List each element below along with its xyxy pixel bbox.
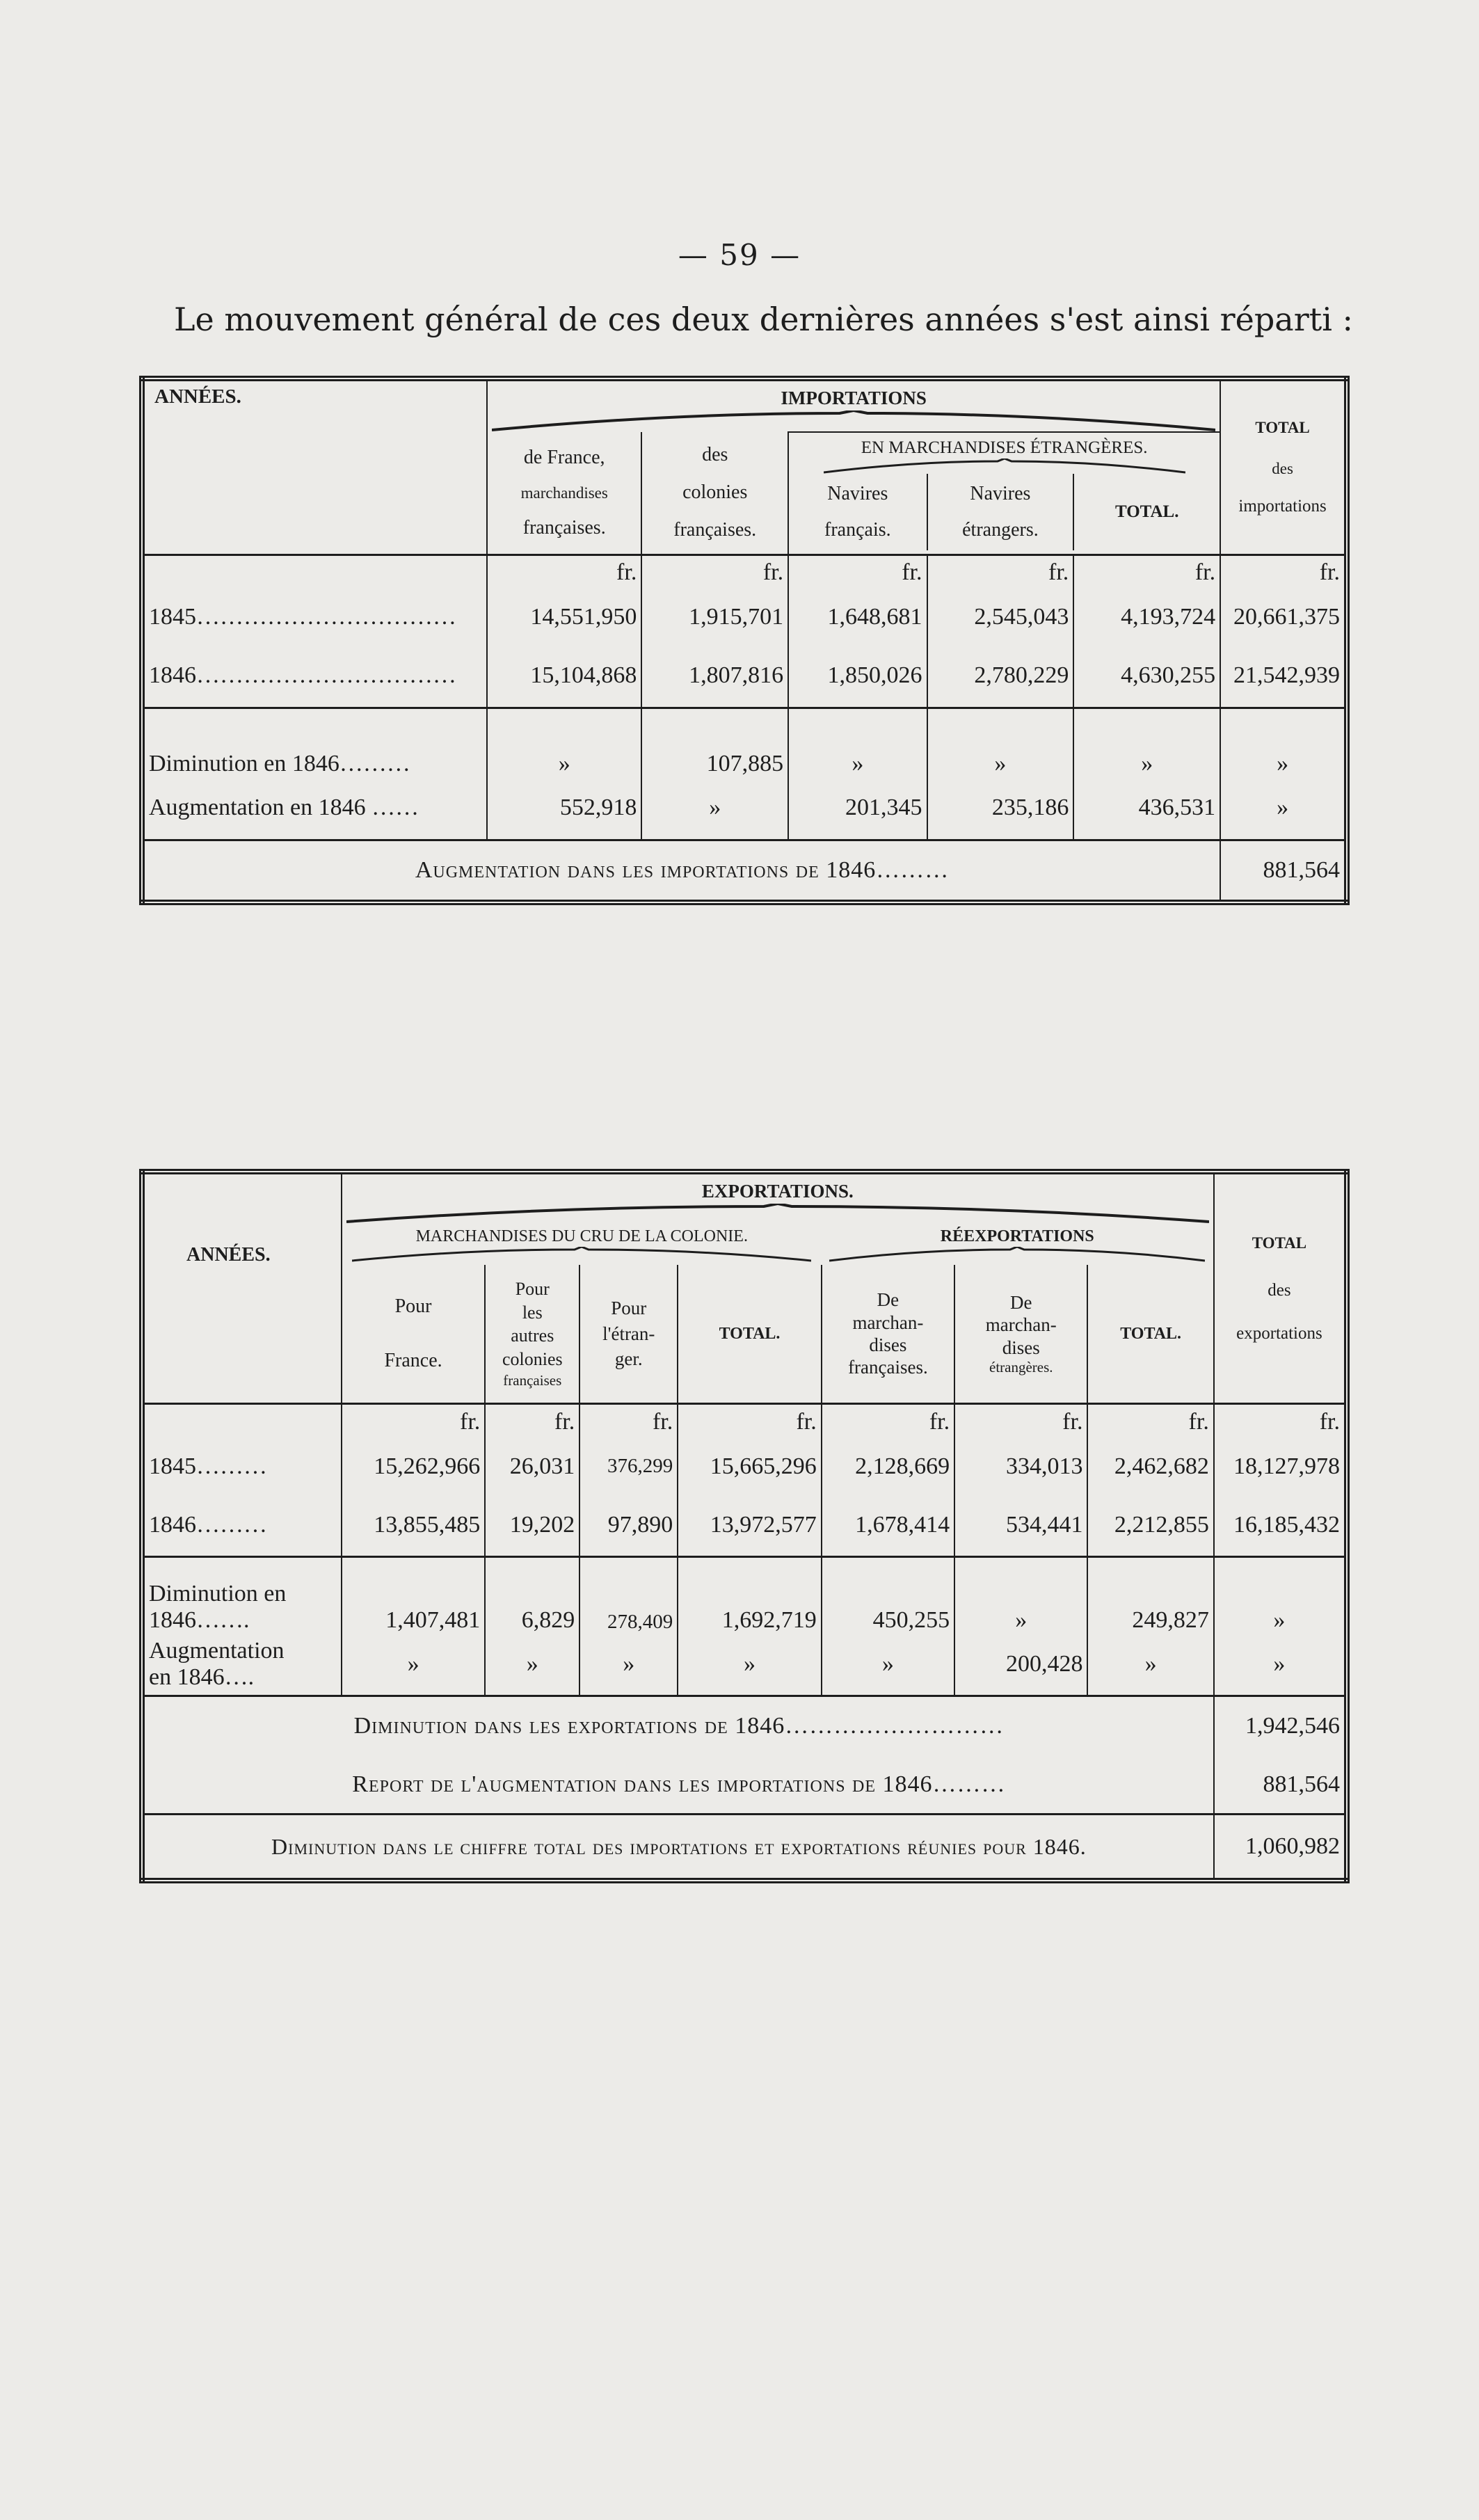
row-label: 1846…………………………… (142, 645, 487, 708)
cell: 26,031 (485, 1439, 579, 1494)
exports-col-etranger-0: Pour (611, 1298, 647, 1319)
cell: 6,829 (485, 1557, 579, 1634)
summary-value: 1,060,982 (1214, 1815, 1347, 1881)
imports-grand-total-2: importations (1238, 496, 1327, 516)
unit-label: fr. (641, 555, 788, 589)
row-label: 1845……… (142, 1439, 342, 1494)
summary-label: Augmentation dans les importations de 1846……… (142, 840, 1220, 902)
brace-icon (829, 1247, 1205, 1262)
cell: » (1220, 708, 1347, 777)
imports-col-colonies-1: colonies (682, 481, 748, 504)
cell: 15,665,296 (678, 1439, 821, 1494)
intro-sentence: Le mouvement général de ces deux dernières années s'est ainsi réparti : (174, 301, 1354, 338)
cell: 1,407,481 (342, 1557, 485, 1634)
exports-col-autres-4: françaises (503, 1371, 562, 1389)
exports-group-colonie: MARCHANDISES DU CRU DE LA COLONIE. (415, 1227, 748, 1245)
imports-col-nav-fr-1: français. (824, 519, 891, 541)
imports-col-nav-etr-0: Navires (970, 483, 1031, 505)
summary-label: Diminution dans les exportations de 1846……………………… (142, 1696, 1214, 1755)
summary-value: 881,564 (1220, 840, 1347, 902)
imports-col-france-2: françaises. (522, 516, 606, 539)
cell: 2,545,043 (927, 589, 1074, 645)
cell: 16,185,432 (1214, 1494, 1347, 1557)
row-label: 1845…………………………… (142, 589, 487, 645)
unit-label: fr. (927, 555, 1074, 589)
summary-value: 881,564 (1214, 1755, 1347, 1815)
exports-col-march-etr-2: dises (1002, 1337, 1040, 1358)
cell: 1,648,681 (788, 589, 927, 645)
imports-table (139, 376, 1350, 905)
unit-label: fr. (485, 1404, 579, 1439)
summary-label: Report de l'augmentation dans les importations de 1846……… (352, 1771, 1006, 1797)
table-row (142, 645, 1347, 708)
cell: 21,542,939 (1220, 645, 1347, 708)
cell: 278,409 (579, 1557, 678, 1634)
row-label-line: en 1846…. (149, 1664, 255, 1690)
exports-title: EXPORTATIONS. (701, 1181, 854, 1202)
row-label: Diminution en 1846……… (142, 708, 487, 777)
cell: 200,428 (954, 1634, 1087, 1696)
exports-col-march-fr-1: marchan- (852, 1311, 924, 1333)
imports-col-france-0: de France, (523, 446, 605, 468)
table-row (142, 708, 1347, 777)
cell: 107,885 (641, 708, 788, 777)
summary-row (142, 840, 1347, 902)
cell: 20,661,375 (1220, 589, 1347, 645)
table-row (142, 777, 1347, 840)
exports-col-autres-2: autres (511, 1325, 554, 1346)
exports-col-march-fr-3: françaises. (848, 1357, 928, 1378)
cell: » (1214, 1557, 1347, 1634)
cell: » (954, 1557, 1087, 1634)
cell: » (487, 708, 641, 777)
cell: 1,692,719 (678, 1557, 821, 1634)
imports-title: IMPORTATIONS (781, 388, 927, 408)
cell: 18,127,978 (1214, 1439, 1347, 1494)
exports-table (139, 1169, 1350, 1883)
exports-col-france-1: France. (384, 1350, 442, 1371)
cell: 534,441 (954, 1494, 1087, 1557)
exports-col-autres-3: colonies (502, 1349, 563, 1370)
exports-col-march-etr-3: étrangères. (989, 1358, 1053, 1375)
cell: » (1144, 1651, 1157, 1677)
imports-col-colonies-2: françaises. (673, 519, 757, 541)
cell: 13,855,485 (342, 1494, 485, 1557)
exports-col-autres-1: les (522, 1302, 543, 1323)
row-label-line: 1846……. (149, 1606, 250, 1633)
brace-icon (346, 1204, 1209, 1223)
row-label: Augmentation en 1846 …… (142, 777, 487, 840)
cell: 436,531 (1073, 777, 1220, 840)
exports-col-autres-0: Pour (515, 1278, 550, 1299)
cell: » (1073, 708, 1220, 777)
exports-col-annees-label: ANNÉES. (186, 1243, 271, 1266)
exports-col-march-etr-0: De (1010, 1291, 1032, 1313)
cell: 15,104,868 (487, 645, 641, 708)
exports-col-total1: TOTAL. (678, 1265, 821, 1404)
cell: 14,551,950 (487, 589, 641, 645)
imports-group-etrangeres: EN MARCHANDISES ÉTRANGÈRES. (861, 438, 1148, 457)
unit-label: fr. (954, 1404, 1087, 1439)
unit-label: fr. (1073, 555, 1220, 589)
cell: 4,630,255 (1073, 645, 1220, 708)
cell: » (641, 777, 788, 840)
imports-col-total: TOTAL. (1114, 502, 1179, 522)
unit-label: fr. (1087, 1404, 1213, 1439)
cell: 2,128,669 (822, 1439, 954, 1494)
imports-col-france-1: marchandises (520, 484, 608, 502)
cell: » (342, 1634, 485, 1696)
unit-label: fr. (579, 1404, 678, 1439)
cell: 376,299 (579, 1439, 678, 1494)
unit-label: fr. (678, 1404, 821, 1439)
imports-grand-total-1: des (1272, 459, 1293, 477)
imports-grand-total-0: TOTAL (1255, 418, 1310, 436)
cell: 1,850,026 (788, 645, 927, 708)
table-row (142, 1439, 1347, 1494)
cell: 552,918 (487, 777, 641, 840)
summary-row (142, 1696, 1347, 1755)
cell: 13,972,577 (678, 1494, 821, 1557)
imports-col-colonies-0: des (702, 444, 728, 466)
unit-label: fr. (342, 1404, 485, 1439)
unit-label: fr. (487, 555, 641, 589)
cell: 19,202 (485, 1494, 579, 1557)
cell: 1,678,414 (822, 1494, 954, 1557)
cell: 235,186 (927, 777, 1074, 840)
cell: 2,780,229 (927, 645, 1074, 708)
cell: 1,807,816 (641, 645, 788, 708)
summary-row (142, 1815, 1347, 1881)
summary-value: 1,942,546 (1214, 1696, 1347, 1755)
cell: 15,262,966 (342, 1439, 485, 1494)
row-label-line: Augmentation (149, 1638, 285, 1664)
unit-label: fr. (822, 1404, 954, 1439)
brace-icon (352, 1247, 811, 1262)
cell: 2,212,855 (1114, 1512, 1209, 1538)
summary-row (142, 1755, 1347, 1815)
exports-col-total2: TOTAL. (1120, 1324, 1182, 1343)
cell: 249,827 (1087, 1557, 1213, 1634)
exports-grand-total-2: exportations (1236, 1323, 1322, 1343)
cell: 450,255 (822, 1557, 954, 1634)
cell: » (822, 1634, 954, 1696)
table-row (142, 1634, 1347, 1696)
exports-col-etranger-1: l'étran- (602, 1323, 655, 1344)
imports-col-nav-etr-1: étrangers. (962, 519, 1039, 541)
table-row (142, 1557, 1347, 1634)
row-label (142, 1557, 342, 1634)
brace-icon (492, 410, 1215, 431)
exports-col-march-etr-1: marchan- (985, 1314, 1057, 1336)
row-label: 1846……… (142, 1494, 342, 1557)
cell: 201,345 (788, 777, 927, 840)
cell: » (927, 708, 1074, 777)
exports-grand-total-1: des (1268, 1280, 1291, 1300)
unit-label: fr. (1220, 555, 1347, 589)
cell: » (788, 708, 927, 777)
brace-icon (824, 458, 1185, 474)
cell: 1,915,701 (641, 589, 788, 645)
imports-col-nav-fr-0: Navires (827, 483, 888, 505)
unit-label: fr. (788, 555, 927, 589)
cell: 2,462,682 (1114, 1453, 1209, 1479)
page-number: — 59 — (678, 238, 801, 272)
row-label-line: Diminution en (149, 1580, 287, 1606)
exports-col-france-0: Pour (394, 1295, 432, 1318)
table-row (142, 1494, 1347, 1557)
cell: 334,013 (954, 1439, 1087, 1494)
cell: » (678, 1634, 821, 1696)
cell: » (1220, 777, 1347, 840)
cell: 97,890 (579, 1494, 678, 1557)
table-row (142, 589, 1347, 645)
row-label (142, 1634, 342, 1696)
exports-group-reexport: RÉEXPORTATIONS (940, 1227, 1094, 1245)
cell: » (579, 1634, 678, 1696)
imports-col-annees-label: ANNÉES. (142, 555, 487, 589)
cell: » (1214, 1634, 1347, 1696)
cell: » (485, 1634, 579, 1696)
exports-grand-total-0: TOTAL (1252, 1234, 1307, 1252)
exports-col-march-fr-2: dises (869, 1334, 907, 1355)
summary-label: Diminution dans le chiffre total des importations et exportations réunies pour 1846. (142, 1815, 1214, 1881)
unit-label: fr. (1214, 1404, 1347, 1439)
exports-col-etranger-2: ger. (614, 1348, 643, 1370)
cell: 4,193,724 (1073, 589, 1220, 645)
exports-col-march-fr-0: De (877, 1289, 900, 1311)
